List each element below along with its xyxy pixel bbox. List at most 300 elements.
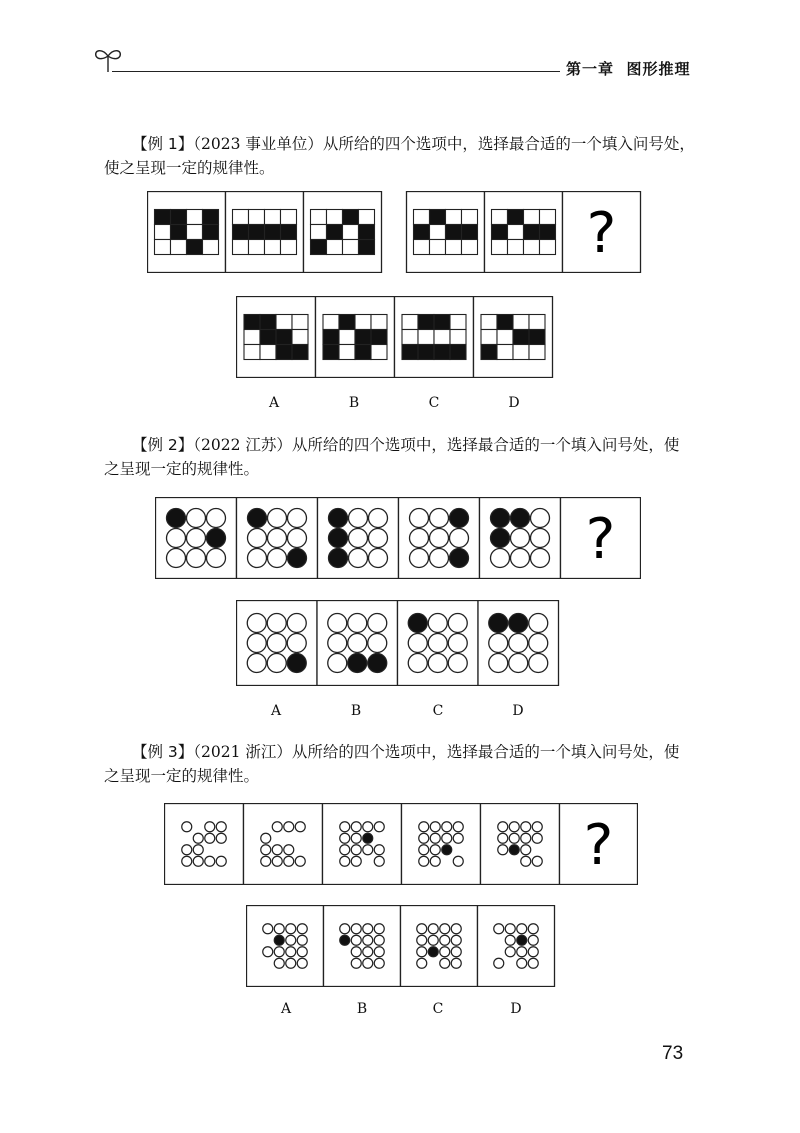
- grid-circle: [272, 845, 282, 855]
- grid-cell: [402, 345, 418, 360]
- grid-circle: [491, 549, 510, 568]
- grid-circle: [205, 833, 215, 843]
- grid-circle: [517, 947, 527, 957]
- grid-circle: [261, 845, 271, 855]
- grid-circle: [491, 529, 510, 548]
- grid-cell: [171, 225, 187, 240]
- grid-circle: [297, 935, 307, 945]
- grid-circle: [528, 947, 538, 957]
- grid-circle: [167, 529, 186, 548]
- grid-circle: [419, 856, 429, 866]
- grid-circle: [368, 614, 387, 633]
- grid-circle: [410, 509, 429, 528]
- grid-cell: [260, 315, 276, 330]
- grid-circle: [528, 958, 538, 968]
- question-3-source: （2021 浙江）: [193, 743, 292, 761]
- option-figure-d: [478, 906, 555, 987]
- grid-circle: [517, 935, 527, 945]
- grid-cell: [508, 210, 524, 225]
- grid-circle: [498, 822, 508, 832]
- grid-circle: [284, 845, 294, 855]
- grid-circle: [216, 833, 226, 843]
- grid-circle: [505, 935, 515, 945]
- grid-circle: [274, 947, 284, 957]
- grid-circle: [448, 614, 467, 633]
- grid-circle: [369, 549, 388, 568]
- grid-cell: [171, 210, 187, 225]
- grid-cell: [446, 210, 462, 225]
- grid-cell: [414, 240, 430, 255]
- grid-circle: [529, 614, 548, 633]
- grid-circle: [207, 509, 226, 528]
- grid-circle: [263, 947, 273, 957]
- question-1-option-labels: [236, 395, 554, 415]
- question-2-source: （2022 江苏）: [193, 436, 292, 454]
- grid-cell: [446, 240, 462, 255]
- grid-circle: [351, 856, 361, 866]
- grid-circle: [216, 856, 226, 866]
- question-2-options: [236, 600, 560, 686]
- option-label-d: D: [508, 395, 520, 411]
- grid-circle: [295, 822, 305, 832]
- grid-circle: [509, 833, 519, 843]
- grid-cell: [513, 330, 529, 345]
- grid-circle: [187, 529, 206, 548]
- grid-circle: [374, 958, 384, 968]
- running-header: [566, 58, 690, 79]
- grid-circle: [287, 654, 306, 673]
- grid-cell: [343, 240, 359, 255]
- grid-circle: [428, 947, 438, 957]
- grid-circle: [529, 634, 548, 653]
- grid-circle: [349, 549, 368, 568]
- grid-cell: [260, 345, 276, 360]
- grid-circle: [368, 654, 387, 673]
- option-label-c: C: [432, 1001, 444, 1017]
- grid-circle: [448, 634, 467, 653]
- grid-cell: [540, 225, 556, 240]
- grid-cell: [203, 240, 219, 255]
- grid-circle: [505, 924, 515, 934]
- grid-circle: [511, 549, 530, 568]
- grid-circle: [182, 856, 192, 866]
- grid-circle: [351, 958, 361, 968]
- grid-circle: [430, 509, 449, 528]
- grid-cell: [371, 345, 387, 360]
- question-1-options: [236, 296, 554, 378]
- grid-circle: [248, 529, 267, 548]
- grid-circle: [288, 509, 307, 528]
- grid-circle: [440, 924, 450, 934]
- grid-cell: [155, 225, 171, 240]
- grid-circle: [374, 856, 384, 866]
- grid-cell: [203, 225, 219, 240]
- question-3-stem: [164, 803, 638, 885]
- grid-circle: [532, 856, 542, 866]
- grid-cell: [265, 240, 281, 255]
- grid-circle: [453, 833, 463, 843]
- grid-cell: [371, 315, 387, 330]
- grid-cell: [492, 240, 508, 255]
- question-2-tag: 【例 2】: [132, 436, 194, 454]
- grid-circle: [430, 856, 440, 866]
- grid-circle: [288, 549, 307, 568]
- grid-circle: [340, 845, 350, 855]
- option-label-c: C: [428, 395, 440, 411]
- grid-circle: [340, 833, 350, 843]
- grid-circle: [511, 529, 530, 548]
- grid-cell: [311, 225, 327, 240]
- grid-circle: [261, 833, 271, 843]
- grid-circle: [498, 845, 508, 855]
- grid-circle: [363, 947, 373, 957]
- grid-circle: [531, 529, 550, 548]
- grid-circle: [272, 856, 282, 866]
- grid-circle: [440, 947, 450, 957]
- grid-circle: [442, 822, 452, 832]
- stem-figure-2: [244, 804, 323, 885]
- option-figure-a: [247, 906, 324, 987]
- grid-circle: [349, 509, 368, 528]
- grid-circle: [267, 614, 286, 633]
- grid-circle: [287, 634, 306, 653]
- grid-cell: [171, 240, 187, 255]
- option-label-b: B: [348, 395, 360, 411]
- grid-circle: [511, 509, 530, 528]
- grid-cell: [249, 225, 265, 240]
- grid-cell: [434, 330, 450, 345]
- grid-circle: [297, 924, 307, 934]
- grid-circle: [442, 845, 452, 855]
- grid-cell: [359, 225, 375, 240]
- grid-circle: [509, 634, 528, 653]
- grid-cell: [339, 315, 355, 330]
- header-rule: [112, 71, 560, 72]
- grid-circle: [531, 509, 550, 528]
- grid-circle: [363, 924, 373, 934]
- grid-cell: [418, 330, 434, 345]
- grid-cell: [524, 225, 540, 240]
- option-label-a: A: [280, 1001, 292, 1017]
- grid-circle: [247, 634, 266, 653]
- grid-cell: [430, 240, 446, 255]
- grid-cell: [359, 210, 375, 225]
- grid-circle: [419, 845, 429, 855]
- grid-cell: [265, 225, 281, 240]
- stem-figure-3: [323, 804, 402, 885]
- grid-circle: [363, 958, 373, 968]
- grid-cell: [233, 225, 249, 240]
- grid-circle: [368, 634, 387, 653]
- grid-circle: [274, 935, 284, 945]
- stem-figure-4: [402, 804, 481, 885]
- grid-cell: [292, 345, 308, 360]
- question-1-line2: 使之呈现一定的规律性。: [104, 159, 275, 177]
- grid-circle: [351, 924, 361, 934]
- question-1: [104, 132, 700, 180]
- grid-cell: [355, 345, 371, 360]
- grid-circle: [489, 614, 508, 633]
- grid-circle: [263, 924, 273, 934]
- grid-circle: [351, 845, 361, 855]
- stem-figure-5: [481, 804, 560, 885]
- question-3-tag: 【例 3】: [132, 743, 194, 761]
- grid-circle: [505, 947, 515, 957]
- question-mark: ?: [585, 507, 616, 572]
- grid-cell: [249, 240, 265, 255]
- grid-cell: [540, 210, 556, 225]
- grid-circle: [286, 947, 296, 957]
- grid-cell: [281, 240, 297, 255]
- grid-circle: [450, 509, 469, 528]
- option-label-c: C: [432, 703, 444, 719]
- question-mark: ?: [586, 201, 617, 266]
- grid-cell: [492, 210, 508, 225]
- grid-cell: [359, 240, 375, 255]
- grid-cell: [513, 315, 529, 330]
- grid-circle: [440, 958, 450, 968]
- grid-cell: [155, 240, 171, 255]
- grid-circle: [369, 529, 388, 548]
- grid-circle: [509, 654, 528, 673]
- grid-cell: [371, 330, 387, 345]
- grid-cell: [418, 315, 434, 330]
- grid-circle: [193, 833, 203, 843]
- grid-cell: [462, 210, 478, 225]
- grid-circle: [348, 634, 367, 653]
- grid-cell: [524, 240, 540, 255]
- option-figure-b: [324, 906, 401, 987]
- grid-circle: [374, 845, 384, 855]
- grid-circle: [428, 924, 438, 934]
- grid-cell: [446, 225, 462, 240]
- grid-cell: [187, 225, 203, 240]
- grid-circle: [408, 614, 427, 633]
- grid-circle: [521, 822, 531, 832]
- grid-cell: [311, 240, 327, 255]
- grid-circle: [297, 958, 307, 968]
- grid-circle: [340, 935, 350, 945]
- question-2-line1: 从所给的四个选项中，选择最合适的一个填入问号处，使: [291, 436, 680, 454]
- grid-circle: [428, 654, 447, 673]
- question-2-stem: [155, 497, 641, 579]
- grid-cell: [508, 225, 524, 240]
- grid-circle: [417, 924, 427, 934]
- grid-cell: [497, 330, 513, 345]
- grid-circle: [498, 833, 508, 843]
- grid-cell: [233, 210, 249, 225]
- grid-cell: [187, 210, 203, 225]
- grid-circle: [288, 529, 307, 548]
- grid-circle: [532, 822, 542, 832]
- grid-circle: [286, 924, 296, 934]
- grid-cell: [276, 315, 292, 330]
- grid-circle: [286, 935, 296, 945]
- grid-circle: [274, 958, 284, 968]
- grid-circle: [408, 654, 427, 673]
- section-label: 图形推理: [626, 60, 691, 78]
- grid-circle: [328, 654, 347, 673]
- grid-cell: [414, 225, 430, 240]
- grid-circle: [363, 935, 373, 945]
- grid-cell: [327, 210, 343, 225]
- grid-circle: [428, 634, 447, 653]
- grid-cell: [529, 330, 545, 345]
- grid-circle: [450, 529, 469, 548]
- grid-circle: [450, 549, 469, 568]
- grid-circle: [351, 935, 361, 945]
- question-1-stem: [147, 191, 642, 273]
- grid-circle: [451, 924, 461, 934]
- grid-cell: [434, 345, 450, 360]
- grid-circle: [451, 947, 461, 957]
- grid-circle: [529, 654, 548, 673]
- grid-circle: [268, 529, 287, 548]
- grid-circle: [489, 654, 508, 673]
- grid-circle: [329, 529, 348, 548]
- grid-circle: [340, 856, 350, 866]
- grid-cell: [481, 345, 497, 360]
- grid-circle: [167, 549, 186, 568]
- grid-circle: [351, 833, 361, 843]
- grid-circle: [451, 958, 461, 968]
- grid-circle: [348, 654, 367, 673]
- grid-circle: [419, 833, 429, 843]
- grid-circle: [509, 845, 519, 855]
- grid-circle: [489, 634, 508, 653]
- grid-circle: [442, 833, 452, 843]
- grid-cell: [355, 315, 371, 330]
- grid-cell: [524, 210, 540, 225]
- grid-circle: [261, 856, 271, 866]
- grid-cell: [327, 240, 343, 255]
- grid-cell: [327, 225, 343, 240]
- grid-circle: [205, 856, 215, 866]
- grid-cell: [355, 330, 371, 345]
- grid-circle: [531, 549, 550, 568]
- grid-cell: [244, 315, 260, 330]
- question-1-source: （2023 事业单位）: [193, 135, 323, 153]
- grid-circle: [287, 614, 306, 633]
- grid-cell: [187, 240, 203, 255]
- grid-circle: [268, 509, 287, 528]
- grid-circle: [532, 833, 542, 843]
- option-label-d: D: [512, 703, 524, 719]
- grid-circle: [521, 856, 531, 866]
- grid-cell: [323, 330, 339, 345]
- grid-circle: [272, 822, 282, 832]
- grid-cell: [529, 345, 545, 360]
- grid-cell: [430, 210, 446, 225]
- grid-circle: [509, 822, 519, 832]
- grid-circle: [517, 924, 527, 934]
- question-3-option-labels: [246, 1001, 556, 1021]
- grid-circle: [517, 958, 527, 968]
- grid-circle: [448, 654, 467, 673]
- grid-circle: [408, 634, 427, 653]
- grid-circle: [349, 529, 368, 548]
- grid-cell: [481, 315, 497, 330]
- grid-circle: [182, 822, 192, 832]
- grid-circle: [417, 947, 427, 957]
- grid-circle: [374, 935, 384, 945]
- grid-circle: [193, 856, 203, 866]
- grid-cell: [497, 345, 513, 360]
- grid-cell: [244, 345, 260, 360]
- grid-circle: [182, 845, 192, 855]
- grid-circle: [247, 614, 266, 633]
- grid-circle: [374, 822, 384, 832]
- page-number: 73: [662, 1043, 684, 1064]
- grid-circle: [328, 614, 347, 633]
- grid-circle: [340, 822, 350, 832]
- grid-circle: [369, 509, 388, 528]
- grid-circle: [268, 549, 287, 568]
- question-2-option-labels: [236, 703, 560, 723]
- sprout-icon: [92, 44, 126, 74]
- question-3-line2: 之呈现一定的规律性。: [104, 767, 260, 785]
- option-label-a: A: [268, 395, 280, 411]
- grid-circle: [453, 856, 463, 866]
- grid-cell: [339, 330, 355, 345]
- grid-circle: [351, 822, 361, 832]
- stem-figure-1: [165, 804, 244, 885]
- grid-cell: [508, 240, 524, 255]
- grid-cell: [276, 330, 292, 345]
- grid-circle: [207, 529, 226, 548]
- grid-cell: [276, 345, 292, 360]
- question-3-options: [246, 905, 556, 987]
- grid-cell: [155, 210, 171, 225]
- option-label-b: B: [356, 1001, 368, 1017]
- grid-cell: [513, 345, 529, 360]
- grid-cell: [265, 210, 281, 225]
- grid-circle: [363, 833, 373, 843]
- grid-cell: [430, 225, 446, 240]
- grid-circle: [521, 845, 531, 855]
- grid-cell: [529, 315, 545, 330]
- grid-circle: [528, 935, 538, 945]
- question-3: [104, 740, 700, 788]
- grid-cell: [260, 330, 276, 345]
- grid-circle: [329, 509, 348, 528]
- question-3-line1: 从所给的四个选项中，选择最合适的一个填入问号处，使: [291, 743, 680, 761]
- grid-circle: [187, 509, 206, 528]
- grid-circle: [167, 509, 186, 528]
- grid-circle: [329, 549, 348, 568]
- grid-circle: [248, 549, 267, 568]
- grid-circle: [430, 549, 449, 568]
- question-mark: ?: [583, 813, 614, 878]
- grid-cell: [418, 345, 434, 360]
- grid-circle: [491, 509, 510, 528]
- grid-cell: [492, 225, 508, 240]
- grid-cell: [343, 225, 359, 240]
- grid-circle: [509, 614, 528, 633]
- grid-circle: [451, 935, 461, 945]
- grid-circle: [430, 845, 440, 855]
- grid-circle: [193, 845, 203, 855]
- grid-circle: [374, 924, 384, 934]
- grid-cell: [249, 210, 265, 225]
- grid-cell: [462, 225, 478, 240]
- grid-circle: [297, 947, 307, 957]
- option-label-a: A: [270, 703, 282, 719]
- grid-circle: [453, 822, 463, 832]
- grid-circle: [274, 924, 284, 934]
- grid-circle: [351, 947, 361, 957]
- grid-circle: [284, 822, 294, 832]
